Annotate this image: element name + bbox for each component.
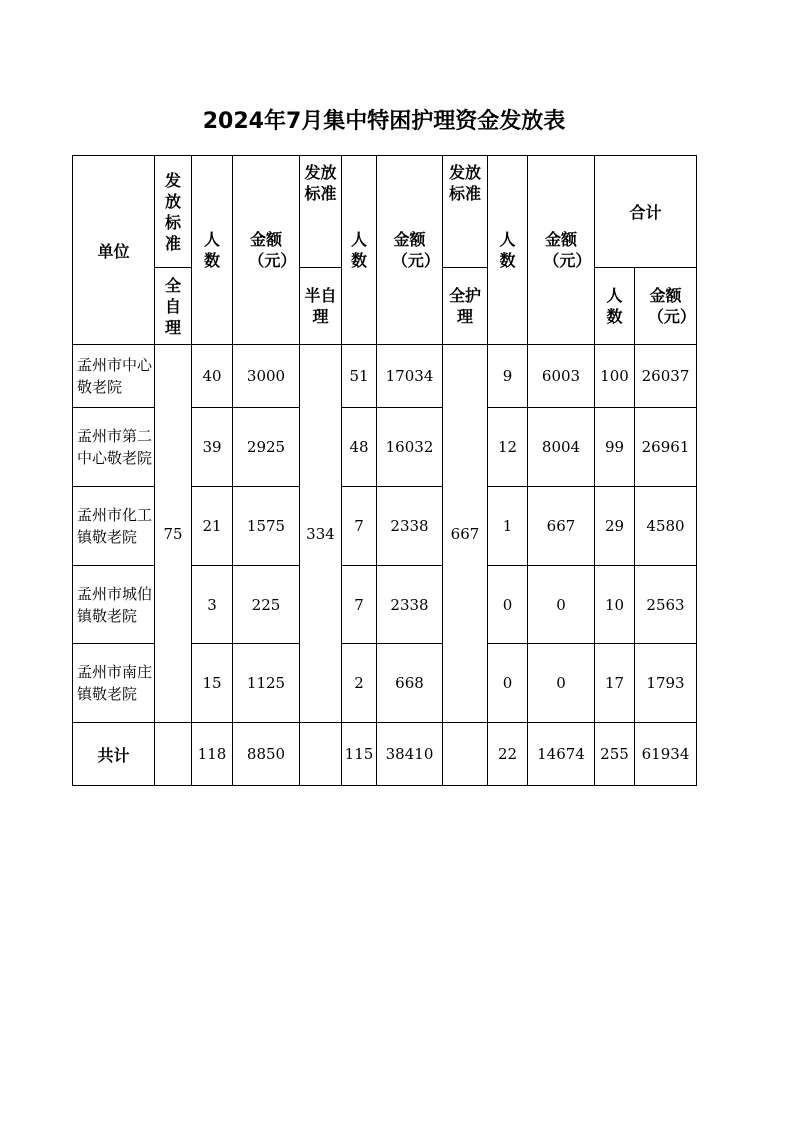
empty-cell xyxy=(443,723,488,786)
total-persons: 100 xyxy=(595,345,635,408)
unit-name: 孟州市第二中心敬老院 xyxy=(73,408,155,487)
persons-2: 51 xyxy=(342,345,377,408)
unit-name: 孟州市南庄镇敬老院 xyxy=(73,644,155,723)
total-persons: 17 xyxy=(595,644,635,723)
header-persons-3: 人数 xyxy=(488,156,528,345)
amount-1: 1575 xyxy=(233,487,300,566)
amount-1: 3000 xyxy=(233,345,300,408)
total-persons: 10 xyxy=(595,566,635,644)
unit-name: 孟州市中心敬老院 xyxy=(73,345,155,408)
amount-3: 0 xyxy=(528,566,595,644)
persons-1: 21 xyxy=(192,487,233,566)
amount-3: 667 xyxy=(528,487,595,566)
persons-3: 9 xyxy=(488,345,528,408)
amount-1: 225 xyxy=(233,566,300,644)
header-total-persons: 人数 xyxy=(595,268,635,345)
persons-3: 12 xyxy=(488,408,528,487)
empty-cell xyxy=(155,723,192,786)
persons-3: 22 xyxy=(488,723,528,786)
persons-2: 7 xyxy=(342,566,377,644)
header-cat-full-self-care: 全自理 xyxy=(155,268,192,345)
amount-2: 2338 xyxy=(377,566,443,644)
amount-1: 2925 xyxy=(233,408,300,487)
persons-1: 3 xyxy=(192,566,233,644)
unit-name: 孟州市城伯镇敬老院 xyxy=(73,566,155,644)
header-unit: 单位 xyxy=(73,156,155,345)
amount-2: 38410 xyxy=(377,723,443,786)
total-amount: 26037 xyxy=(635,345,697,408)
header-amount-3: 金额（元） xyxy=(528,156,595,345)
amount-3: 8004 xyxy=(528,408,595,487)
persons-1: 15 xyxy=(192,644,233,723)
total-persons: 99 xyxy=(595,408,635,487)
standard-value-2: 334 xyxy=(300,345,342,723)
amount-2: 668 xyxy=(377,644,443,723)
persons-1: 118 xyxy=(192,723,233,786)
persons-3: 0 xyxy=(488,644,528,723)
total-amount: 2563 xyxy=(635,566,697,644)
header-standard-3: 发放标准 xyxy=(443,156,488,268)
total-amount: 61934 xyxy=(635,723,697,786)
amount-3: 6003 xyxy=(528,345,595,408)
amount-2: 2338 xyxy=(377,487,443,566)
header-standard-2: 发放标准 xyxy=(300,156,342,268)
persons-3: 1 xyxy=(488,487,528,566)
header-cat-full-care: 全护理 xyxy=(443,268,488,345)
amount-1: 8850 xyxy=(233,723,300,786)
amount-1: 1125 xyxy=(233,644,300,723)
total-row xyxy=(73,723,697,786)
persons-2: 48 xyxy=(342,408,377,487)
unit-name: 孟州市化工镇敬老院 xyxy=(73,487,155,566)
total-row-label: 共计 xyxy=(73,723,155,786)
header-amount-2: 金额（元） xyxy=(377,156,443,345)
header-total: 合计 xyxy=(595,156,697,268)
amount-2: 16032 xyxy=(377,408,443,487)
payment-table xyxy=(72,155,697,786)
total-persons: 255 xyxy=(595,723,635,786)
standard-value-3: 667 xyxy=(443,345,488,723)
total-amount: 1793 xyxy=(635,644,697,723)
persons-2: 7 xyxy=(342,487,377,566)
header-persons-1: 人数 xyxy=(192,156,233,345)
total-amount: 26961 xyxy=(635,408,697,487)
header-persons-2: 人数 xyxy=(342,156,377,345)
persons-2: 2 xyxy=(342,644,377,723)
header-standard-1: 发放标准 xyxy=(155,156,192,268)
standard-value-1: 75 xyxy=(155,345,192,723)
total-amount: 4580 xyxy=(635,487,697,566)
header-cat-semi-self-care: 半自理 xyxy=(300,268,342,345)
header-amount-1: 金额（元） xyxy=(233,156,300,345)
persons-1: 40 xyxy=(192,345,233,408)
amount-3: 0 xyxy=(528,644,595,723)
page-title: 2024年7月集中特困护理资金发放表 xyxy=(202,109,566,134)
empty-cell xyxy=(300,723,342,786)
table-row xyxy=(73,345,697,408)
amount-3: 14674 xyxy=(528,723,595,786)
persons-3: 0 xyxy=(488,566,528,644)
amount-2: 17034 xyxy=(377,345,443,408)
header-total-amount: 金额（元） xyxy=(635,268,697,345)
persons-2: 115 xyxy=(342,723,377,786)
persons-1: 39 xyxy=(192,408,233,487)
total-persons: 29 xyxy=(595,487,635,566)
